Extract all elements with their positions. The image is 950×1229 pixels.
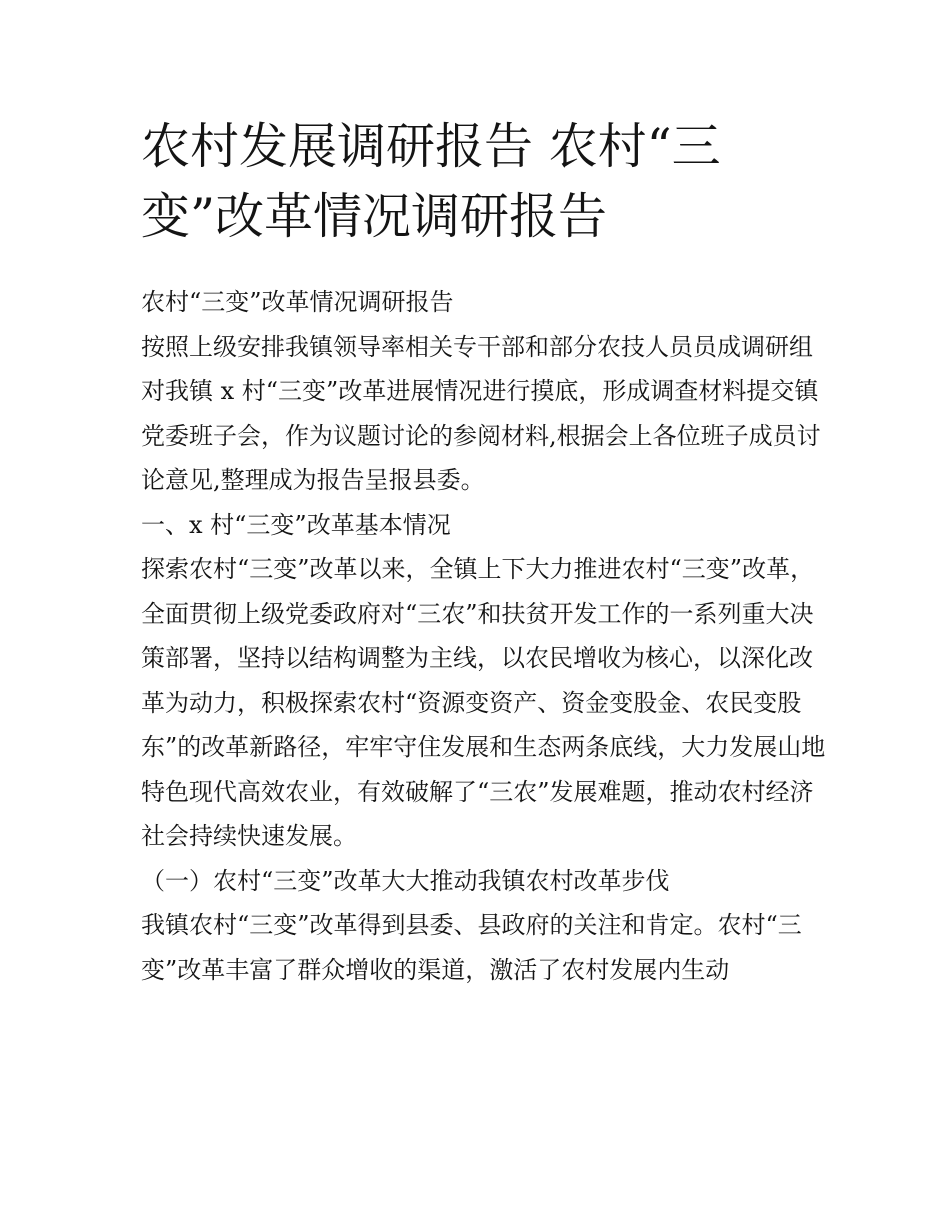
section-heading-1: 一、x 村“三变”改革基本情况 xyxy=(141,510,451,539)
paragraph-overview: 探索农村“三变”改革以来，全镇上下大力推进农村“三变”改革，全面贯彻上级党委政府对“三农”和扶贫开发工作的一系列重大决策部署，坚持以结构调整为主线，以农民增收为核心，以深化改革为动力，积极探索农村“资源变资产、资金变股金、农民变股东”的改革新路径，牢牢守住发展和生态两条底线，大力发展山地特色现代高效农业，有效破解了“三农”发展难题，推动农村经济社会持续快速发展。 xyxy=(141,555,826,850)
paragraph-subtitle: 农村“三变”改革情况调研报告 xyxy=(141,288,454,316)
subsection-heading-1: （一）农村“三变”改革大大推动我镇农村改革步伐 xyxy=(141,866,670,895)
paragraph-subsection: 我镇农村“三变”改革得到县委、县政府的关注和肯定。农村“三变”改革丰富了群众增收的渠道，激活了农村发展内生动 xyxy=(141,911,802,984)
document-title: 农村发展调研报告 农村“三变”改革情况调研报告 xyxy=(141,118,721,245)
paragraph-intro: 按照上级安排我镇领导率相关专干部和部分农技人员员成调研组对我镇 x 村“三变”改革进展情况进行摸底，形成调查材料提交镇党委班子会，作为议题讨论的参阅材料,根据会上各位班子成员讨论意见,整理成为报告呈报县委。 xyxy=(141,332,821,494)
document-body xyxy=(141,280,831,992)
